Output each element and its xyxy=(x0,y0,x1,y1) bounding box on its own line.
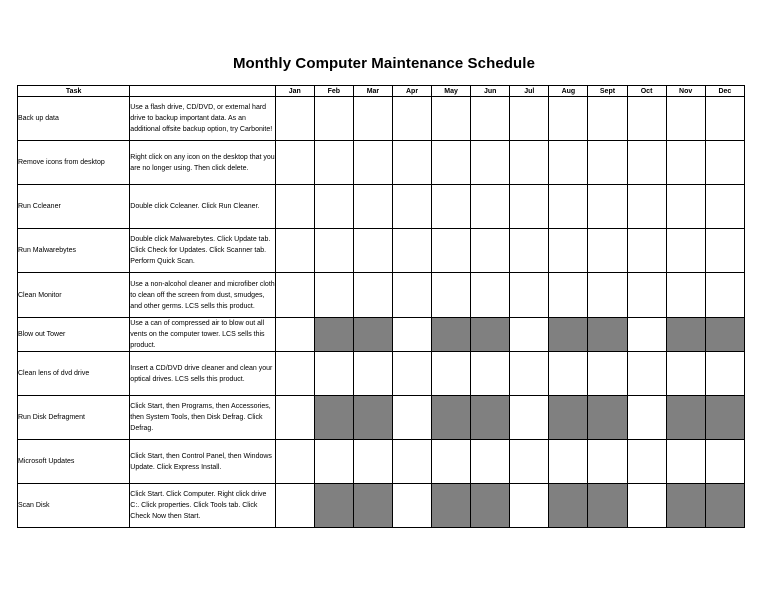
table-row xyxy=(18,484,745,528)
month-cell xyxy=(275,440,314,484)
month-cell xyxy=(588,97,627,141)
month-cell xyxy=(549,440,588,484)
month-cell xyxy=(705,229,744,273)
month-cell xyxy=(549,229,588,273)
month-cell xyxy=(471,141,510,185)
month-cell xyxy=(471,185,510,229)
table-row xyxy=(18,185,745,229)
month-cell xyxy=(275,185,314,229)
month-cell xyxy=(627,229,666,273)
month-cell xyxy=(432,141,471,185)
month-cell-shaded xyxy=(666,396,705,440)
month-cell xyxy=(314,97,353,141)
month-cell xyxy=(353,229,392,273)
task-instructions: Insert a CD/DVD drive cleaner and clean your optical drives. LCS sells this product. xyxy=(130,352,275,396)
task-name: Microsoft Updates xyxy=(18,440,130,484)
month-cell xyxy=(588,273,627,318)
month-cell xyxy=(353,185,392,229)
month-cell xyxy=(353,273,392,318)
month-cell xyxy=(392,141,431,185)
month-cell-shaded xyxy=(705,396,744,440)
task-name: Back up data xyxy=(18,97,130,141)
month-cell xyxy=(588,185,627,229)
month-cell xyxy=(588,440,627,484)
month-cell-shaded xyxy=(549,484,588,528)
header-month-jun: Jun xyxy=(471,86,510,97)
month-cell-shaded xyxy=(353,484,392,528)
month-cell-shaded xyxy=(705,318,744,352)
header-row xyxy=(18,86,745,97)
table-row xyxy=(18,97,745,141)
month-cell xyxy=(392,229,431,273)
month-cell xyxy=(588,141,627,185)
month-cell xyxy=(471,440,510,484)
month-cell xyxy=(510,440,549,484)
month-cell xyxy=(705,185,744,229)
month-cell xyxy=(666,141,705,185)
month-cell xyxy=(666,273,705,318)
maintenance-schedule-table xyxy=(17,85,745,528)
task-instructions: Click Start. Click Computer. Right click drive C:. Click properties. Click Tools tab. Click Check Now then Start. xyxy=(130,484,275,528)
month-cell xyxy=(275,97,314,141)
month-cell xyxy=(392,440,431,484)
month-cell xyxy=(705,141,744,185)
month-cell xyxy=(510,396,549,440)
header-month-jul: Jul xyxy=(510,86,549,97)
month-cell xyxy=(705,273,744,318)
task-instructions: Double click Ccleaner. Click Run Cleaner. xyxy=(130,185,275,229)
month-cell xyxy=(275,396,314,440)
month-cell xyxy=(510,141,549,185)
month-cell xyxy=(588,352,627,396)
month-cell-shaded xyxy=(353,396,392,440)
month-cell xyxy=(314,273,353,318)
month-cell-shaded xyxy=(588,396,627,440)
task-instructions: Double click Malwarebytes. Click Update tab. Click Check for Updates. Click Scanner tab. Perform Quick Scan. xyxy=(130,229,275,273)
month-cell xyxy=(471,273,510,318)
month-cell xyxy=(471,97,510,141)
month-cell xyxy=(627,141,666,185)
table-row xyxy=(18,141,745,185)
month-cell-shaded xyxy=(666,318,705,352)
month-cell xyxy=(275,318,314,352)
table-row xyxy=(18,396,745,440)
table-row xyxy=(18,352,745,396)
month-cell xyxy=(705,97,744,141)
month-cell xyxy=(510,484,549,528)
month-cell xyxy=(353,141,392,185)
month-cell xyxy=(275,141,314,185)
month-cell-shaded xyxy=(471,396,510,440)
task-name: Clean lens of dvd drive xyxy=(18,352,130,396)
task-name: Run Disk Defragment xyxy=(18,396,130,440)
month-cell xyxy=(314,141,353,185)
month-cell xyxy=(666,97,705,141)
month-cell xyxy=(588,229,627,273)
month-cell-shaded xyxy=(314,396,353,440)
month-cell-shaded xyxy=(432,484,471,528)
month-cell xyxy=(432,185,471,229)
month-cell-shaded xyxy=(471,484,510,528)
month-cell xyxy=(549,352,588,396)
month-cell xyxy=(510,185,549,229)
month-cell xyxy=(549,185,588,229)
task-name: Blow out Tower xyxy=(18,318,130,352)
header-month-may: May xyxy=(432,86,471,97)
month-cell xyxy=(314,229,353,273)
task-instructions: Right click on any icon on the desktop that you are no longer using. Then click delete. xyxy=(130,141,275,185)
month-cell xyxy=(353,352,392,396)
header-month-apr: Apr xyxy=(392,86,431,97)
task-name: Run Ccleaner xyxy=(18,185,130,229)
month-cell xyxy=(392,484,431,528)
month-cell xyxy=(275,229,314,273)
month-cell xyxy=(627,396,666,440)
header-task: Task xyxy=(18,86,130,97)
task-instructions: Click Start, then Control Panel, then Windows Update. Click Express Install. xyxy=(130,440,275,484)
table-row xyxy=(18,440,745,484)
table-row xyxy=(18,273,745,318)
task-name: Scan Disk xyxy=(18,484,130,528)
task-instructions: Use a non-alcohol cleaner and microfiber cloth to clean off the screen from dust, smudges, and other germs. LCS sells this product. xyxy=(130,273,275,318)
month-cell xyxy=(432,440,471,484)
month-cell xyxy=(627,273,666,318)
month-cell xyxy=(705,352,744,396)
task-name: Remove icons from desktop xyxy=(18,141,130,185)
month-cell xyxy=(666,185,705,229)
page-title: Monthly Computer Maintenance Schedule xyxy=(232,55,536,72)
header-description xyxy=(130,86,275,97)
month-cell xyxy=(314,440,353,484)
task-instructions: Click Start, then Programs, then Accessories, then System Tools, then Disk Defrag. Click Defrag. xyxy=(130,396,275,440)
month-cell xyxy=(353,97,392,141)
month-cell xyxy=(627,484,666,528)
header-month-feb: Feb xyxy=(314,86,353,97)
month-cell xyxy=(666,440,705,484)
month-cell xyxy=(510,229,549,273)
month-cell xyxy=(275,273,314,318)
month-cell xyxy=(392,352,431,396)
month-cell xyxy=(471,352,510,396)
month-cell-shaded xyxy=(314,484,353,528)
month-cell xyxy=(510,97,549,141)
month-cell xyxy=(549,141,588,185)
month-cell xyxy=(392,185,431,229)
month-cell xyxy=(705,440,744,484)
month-cell-shaded xyxy=(588,318,627,352)
header-month-dec: Dec xyxy=(705,86,744,97)
month-cell xyxy=(432,229,471,273)
month-cell xyxy=(432,273,471,318)
header-month-nov: Nov xyxy=(666,86,705,97)
month-cell-shaded xyxy=(588,484,627,528)
header-month-aug: Aug xyxy=(549,86,588,97)
month-cell xyxy=(549,273,588,318)
month-cell xyxy=(275,352,314,396)
month-cell-shaded xyxy=(314,318,353,352)
month-cell-shaded xyxy=(549,396,588,440)
month-cell-shaded xyxy=(471,318,510,352)
month-cell xyxy=(392,273,431,318)
month-cell xyxy=(510,318,549,352)
month-cell-shaded xyxy=(666,484,705,528)
month-cell xyxy=(627,185,666,229)
task-instructions: Use a flash drive, CD/DVD, or external hard drive to backup important data. As an additional offsite backup option, try Carbonite! xyxy=(130,97,275,141)
task-name: Run Malwarebytes xyxy=(18,229,130,273)
month-cell xyxy=(432,97,471,141)
month-cell xyxy=(549,97,588,141)
month-cell xyxy=(666,352,705,396)
month-cell xyxy=(314,352,353,396)
header-month-jan: Jan xyxy=(275,86,314,97)
month-cell-shaded xyxy=(432,318,471,352)
month-cell xyxy=(392,396,431,440)
month-cell xyxy=(627,318,666,352)
month-cell xyxy=(432,352,471,396)
task-instructions: Use a can of compressed air to blow out all vents on the computer tower. LCS sells this product. xyxy=(130,318,275,352)
header-month-oct: Oct xyxy=(627,86,666,97)
month-cell xyxy=(627,97,666,141)
month-cell xyxy=(353,440,392,484)
task-name: Clean Monitor xyxy=(18,273,130,318)
month-cell xyxy=(275,484,314,528)
month-cell-shaded xyxy=(705,484,744,528)
header-month-sept: Sept xyxy=(588,86,627,97)
month-cell-shaded xyxy=(432,396,471,440)
month-cell xyxy=(627,440,666,484)
header-month-mar: Mar xyxy=(353,86,392,97)
month-cell xyxy=(510,273,549,318)
month-cell-shaded xyxy=(353,318,392,352)
month-cell xyxy=(666,229,705,273)
month-cell xyxy=(471,229,510,273)
month-cell xyxy=(392,97,431,141)
month-cell-shaded xyxy=(549,318,588,352)
table-row xyxy=(18,318,745,352)
table-row xyxy=(18,229,745,273)
month-cell xyxy=(510,352,549,396)
month-cell xyxy=(627,352,666,396)
month-cell xyxy=(314,185,353,229)
month-cell xyxy=(392,318,431,352)
